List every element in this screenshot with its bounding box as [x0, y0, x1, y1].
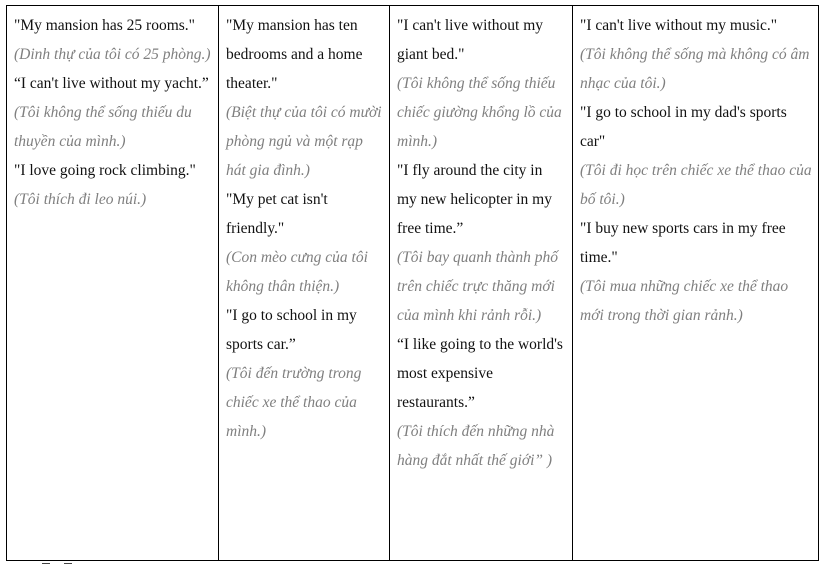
vietnamese-translation: (Tôi thích đến những nhà hàng đắt nhất thế giới” ): [397, 423, 555, 469]
vietnamese-translation: (Dinh thự của tôi có 25 phòng.): [14, 46, 211, 63]
english-sentence: "I fly around the city in my new helicopter in my free time.”: [397, 162, 552, 237]
english-sentence: “I can't live without my yacht.”: [14, 75, 209, 92]
english-sentence: "I can't live without my music.": [580, 17, 778, 34]
english-sentence: "I can't live without my giant bed.": [397, 17, 544, 63]
english-sentence: "I go to school in my sports car.”: [226, 307, 357, 353]
vietnamese-translation: (Tôi thích đi leo núi.): [14, 191, 147, 208]
table-row: [7, 6, 819, 561]
vietnamese-translation: (Tôi mua những chiếc xe thể thao mới trong thời gian rảnh.): [580, 278, 789, 324]
cut-off-text-fragment: [42, 563, 102, 567]
vietnamese-translation: (Tôi không thể sống thiếu du thuyền của mình.): [14, 104, 192, 150]
table-cell-column-2: [219, 6, 390, 561]
english-sentence: "I buy new sports cars in my free time.": [580, 220, 786, 266]
vietnamese-translation: (Biệt thự của tôi có mười phòng ngủ và một rạp hát gia đình.): [226, 104, 382, 179]
table-cell-column-1: [7, 6, 219, 561]
vietnamese-translation: (Tôi đi học trên chiếc xe thể thao của bố tôi.): [580, 162, 812, 208]
table-cell-column-4: [573, 6, 819, 561]
english-sentence: "My mansion has ten bedrooms and a home theater.": [226, 17, 363, 92]
english-sentence: "My pet cat isn't friendly.": [226, 191, 328, 237]
english-sentence: "I go to school in my dad's sports car": [580, 104, 787, 150]
vietnamese-translation: (Tôi bay quanh thành phố trên chiếc trực thăng mới của mình khi rảnh rỗi.): [397, 249, 559, 324]
phrase-table: [6, 5, 819, 561]
vietnamese-translation: (Tôi không thể sống mà không có âm nhạc của tôi.): [580, 46, 810, 92]
text-fragment-mark: [64, 563, 72, 564]
english-sentence: "My mansion has 25 rooms.": [14, 17, 195, 34]
vietnamese-translation: (Tôi đến trường trong chiếc xe thể thao của mình.): [226, 365, 362, 440]
text-fragment-mark: [42, 563, 50, 564]
vietnamese-translation: (Tôi không thể sống thiếu chiếc giường khổng lồ của mình.): [397, 75, 562, 150]
english-sentence: "I love going rock climbing.": [14, 162, 196, 179]
english-sentence: “I like going to the world's most expensive restaurants.”: [397, 336, 563, 411]
table-cell-column-3: [390, 6, 573, 561]
vietnamese-translation: (Con mèo cưng của tôi không thân thiện.): [226, 249, 368, 295]
